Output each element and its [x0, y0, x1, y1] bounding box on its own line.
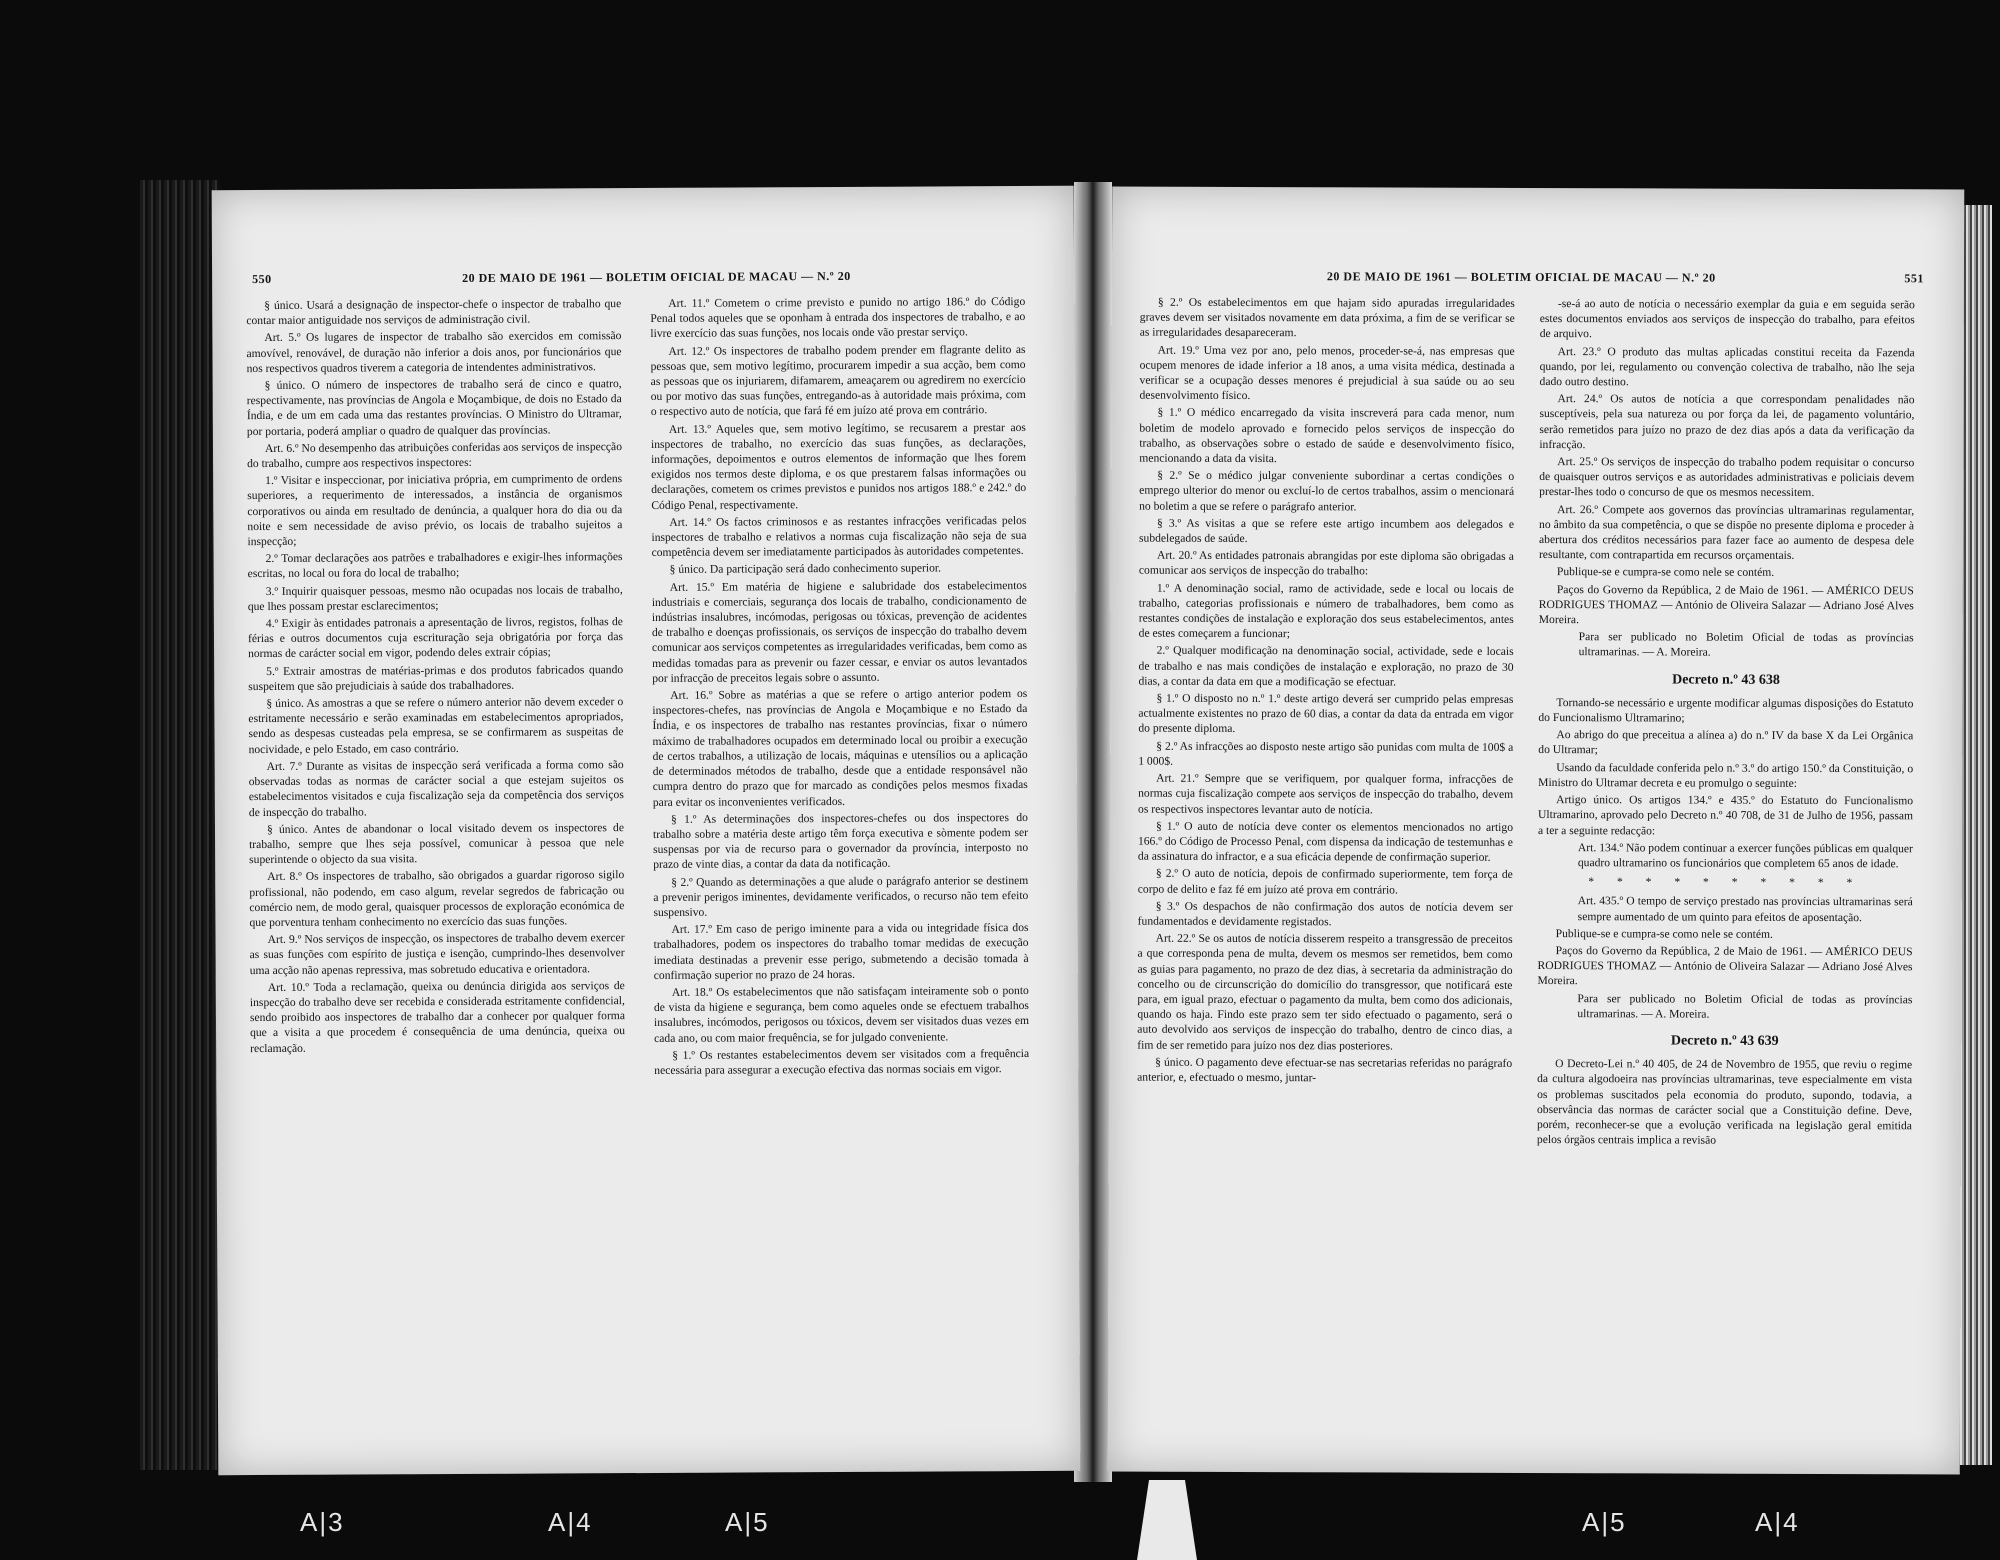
paragraph: 3.º Inquirir quaisquer pessoas, mesmo não ocupadas nos locais de trabalho, que lhes possam prestar esclarecimentos; [247, 582, 623, 613]
page-number: 550 [252, 271, 272, 287]
paragraph: 1.º Visitar e inspeccionar, por iniciativa própria, em cumprimento de ordens superiores, a requerimento de interessados, a instância de organismos corporativos ou ainda em resultado de denúncia, a qualquer hora do dia ou da noite e sem necessidade de aviso prévio, os locais de trabalho sujeitos a inspecção; [247, 472, 623, 549]
paragraph: Publique-se e cumpra-se como nele se contém. [1556, 565, 1775, 580]
paragraph: § 1.º As determinações dos inspectores-chefes ou dos inspectores do trabalho sobre a matéria deste artigo têm força executiva e sòmente podem ser suspensas por via de recurso para o governador da província, interposto no prazo de vinte dias, a contar da data da notificação. [652, 810, 1029, 872]
paragraph: Art. 21.º Sempre que se verifiquem, por qualquer forma, infracções de normas cuja fiscalização compete aos serviços de inspecção do trabalho, devem os respectivos inspectores levantar auto de notícia. [1138, 771, 1514, 816]
paragraph: § 1.º O médico encarregado da visita inscreverá para cada menor, num boletim de modelo aprovado e fornecido pelos serviços de inspecção do trabalho, as observações sobre o estado de saúde e desenvolvimento físico, mencionando a data da visita. [1139, 406, 1515, 466]
film-mark: A|3 [300, 1507, 345, 1537]
paragraph: § único. Da participação será dado conhecimento superior. [669, 561, 942, 577]
paragraph: Ao abrigo do que preceitua a alínea a) do n.º IV da base X da Lei Orgânica do Ultramar; [1538, 728, 1914, 757]
paragraph: 2.º Qualquer modificação na denominação social, actividade, sede e locais de trabalho e nas mais condições de instalação e exploração, no prazo de 30 dias, a contar da data em que a modificação se efectuar. [1138, 644, 1514, 689]
left-page-header [252, 268, 1034, 294]
paragraph: Art. 10.º Toda a reclamação, queixa ou denúncia dirigida aos serviços de inspecção do trabalho deve ser recebida e considerada estritamente confidencial, sendo proibido aos inspectores de trabalho dar a conhecer por qualquer forma que a visita a que procedem é consequência de uma denúncia, queixa ou reclamação. [249, 978, 626, 1055]
paragraph: § único. As amostras a que se refere o número anterior não devem exceder o estritamente necessário e serão examinadas em estabelecimentos apropriados, sendo as despesas custeadas pela empresa, se se confirmarem as suspeitas de nocividade, e pelo Estado, em caso contrário. [248, 695, 624, 756]
right-page [1108, 187, 1964, 1475]
paragraph: Publique-se e cumpra-se como nele se contém. [1555, 926, 1773, 941]
paragraph: § único. O pagamento deve efectuar-se nas secretarias referidas no parágrafo anterior, e, efectuado o mesmo, juntar- [1137, 1055, 1513, 1085]
paragraph: § 3.º Os despachos de não confirmação dos autos de notícia devem ser fundamentados e devidamente registados. [1137, 899, 1513, 929]
paragraph: § 1.º O disposto no n.º 1.º deste artigo deverá ser cumprido pelas empresas actualmente existentes no prazo de 60 dias, a contar da data da entrada em vigor do presente diploma. [1138, 691, 1514, 736]
paragraph: § 2.º Os estabelecimentos em que hajam sido apuradas irregularidades graves devem ser visitados novamente em data próxima, a fim de se verificar se as irregularidades desapareceram. [1139, 295, 1515, 340]
right-column-1 [1137, 295, 1515, 1088]
paragraph: Usando da faculdade conferida pelo n.º 3.º do artigo 150.º da Constituição, o Ministro do Ultramar decreta e eu promulgo o seguinte: [1538, 760, 1914, 790]
right-page-header [1152, 269, 1924, 294]
publication-note: Para ser publicado no Boletim Oficial de todas as províncias ultramarinas. — A. Moreira. [1578, 630, 1914, 660]
paragraph: § 2.º As infracções ao disposto neste artigo são punidas com multa de 100$ a 1 000$. [1138, 739, 1514, 768]
left-page [212, 186, 1081, 1475]
paragraph: Art. 12.º Os inspectores de trabalho podem prender em flagrante delito as pessoas que, sem motivo legítimo, procurarem impedir a sua acção, bem como as pessoas que os injuriarem, difamarem, ameaçarem ou agredirem no exercício ou por motivo das suas funções, entregando-as à autoridade mais próxima, com o respectivo auto de notícia, que fará fé em juízo até prova em contrário. [650, 342, 1026, 419]
book-binding [140, 180, 220, 1470]
decree-title: Decreto n.º 43 639 [1670, 1033, 1779, 1049]
paragraph: Artigo único. Os artigos 134.º e 435.º do Estatuto do Funcionalismo Ultramarino, aprovado pelo Decreto n.º 40 708, de 31 de Julho de 1956, passam a ter a seguinte redacção: [1537, 793, 1914, 837]
signature-line: Paços do Governo da República, 2 de Maio de 1961. — AMÉRICO DEUS RODRIGUES THOMAZ — António de Oliveira Salazar — Adriano José Alves Moreira. [1538, 582, 1914, 627]
paragraph: 5.º Extrair amostras de matérias-primas e dos produtos fabricados quando suspeitem que são prejudiciais à saúde dos trabalhadores. [248, 662, 624, 693]
film-mark: A|4 [1755, 1507, 1800, 1537]
paragraph: Art. 8.º Os inspectores de trabalho, são obrigados a guardar rigoroso sigilo profissional, não podendo, em caso algum, revelar segredos de fabricação ou comércio nem, de modo geral, quaisquer processos de exploração económica de que porventura tenham conhecimento no exercício das suas funções. [249, 868, 625, 929]
quoted-article: Art. 435.º O tempo de serviço prestado nas províncias ultramarinas será sempre aumentado de um quinto para efeitos de aposentação. [1577, 894, 1913, 924]
paragraph: § 2.º Se o médico julgar conveniente subordinar a certas condições o emprego ulterior do menor ou excluí-lo de certos trabalhos, assim o mencionará no boletim a que se refere o parágrafo anterior. [1139, 468, 1515, 514]
page-number: 551 [1904, 271, 1924, 286]
decree-title: Decreto n.º 43 638 [1672, 672, 1780, 688]
film-marks [0, 1497, 2000, 1557]
running-head: 20 DE MAIO DE 1961 — BOLETIM OFICIAL DE MACAU — N.º 20 [462, 268, 851, 285]
book-spine [1074, 182, 1112, 1482]
paragraph: Tornando-se necessário e urgente modificar algumas disposições do Estatuto do Funcionalismo Ultramarino; [1538, 695, 1914, 725]
right-column-2 [1537, 296, 1915, 1151]
paragraph: 4.º Exigir às entidades patronais a apresentação de livros, registos, folhas de férias e outros documentos cuja escrituração seja obrigatória por força das normas de carácter social em vigor, podendo deles extrair cópias; [247, 615, 624, 661]
paragraph: § 1.º O auto de notícia deve conter os elementos mencionados no artigo 166.º do Código de Processo Penal, com dispensa da indicação de testemunhas e da assinatura do infractor, e a sua eficácia depende de confirmação superior. [1137, 819, 1514, 864]
ellipsis-stars: * * * * * * * * * * [1588, 875, 1863, 890]
paragraph: § 2.º O auto de notícia, depois de confirmado superiormente, tem força de corpo de delito e faz fé em juízo até prova em contrário. [1137, 866, 1513, 897]
signature-line: Paços do Governo da República, 2 de Maio de 1961. — AMÉRICO DEUS RODRIGUES THOMAZ — António de Oliveira Salazar — Adriano José Alves Moreira. [1537, 943, 1913, 988]
paragraph: Art. 25.º Os serviços de inspecção do trabalho podem requisitar o concurso de quaisquer outros serviços e as autoridades administrativas e policiais devem prestar-lhes todo o concurso de que os mesmos necessitem. [1539, 455, 1915, 500]
paragraph: 1.º A denominação social, ramo de actividade, sede e local ou locais de trabalho, categorias profissionais e número de trabalhadores, bem como as restantes condições de instalação e exploração dos seus estabelecimentos, antes de estes começarem a funcionar; [1138, 581, 1514, 641]
publication-note: Para ser publicado no Boletim Oficial de todas as províncias ultramarinas. — A. Moreira. [1577, 991, 1913, 1021]
paragraph: Art. 26.º Compete aos governos das províncias ultramarinas regulamentar, no âmbito da sua competência, o que se dispõe no presente diploma e proceder à abertura dos créditos necessários para fazer face ao aumento de despesa dele resultante, com contrapartida em recursos orçamentais. [1538, 502, 1915, 563]
paragraph: Art. 19.º Uma vez por ano, pelo menos, proceder-se-á, nas empresas que ocupem menores de idade inferior a 18 anos, a uma visita médica, destinada a verificar se a ocupação desses menores é prejudicial à sua saúde ou ao seu desenvolvimento físico. [1139, 343, 1515, 403]
film-mark: A|5 [1582, 1507, 1627, 1537]
paragraph: Art. 6.º No desempenho das atribuições conferidas aos serviços de inspecção do trabalho, cumpre aos respectivos inspectores: [247, 439, 623, 471]
paragraph: § único. Antes de abandonar o local visitado devem os inspectores de trabalho, sempre que lhes seja possível, comunicar à pessoa que nele superintende o objecto da sua visita. [249, 820, 625, 867]
paragraph: Art. 11.º Cometem o crime previsto e punido no artigo 186.º do Código Penal todos aqueles que se oponham à entrada dos inspectores de trabalho, e ao livre exercício das suas funções, nos locais onde vão prestar serviço. [650, 295, 1026, 341]
paragraph: § 2.º Quando as determinações a que alude o parágrafo anterior se destinem a prevenir perigos iminentes, devidamente verificados, o recurso não tem efeito suspensivo. [653, 873, 1029, 919]
paragraph: O Decreto-Lei n.º 40 405, de 24 de Novembro de 1955, que reviu o regime da cultura algodoeira nas províncias ultramarinas, teve especialmente em vista os problemas suscitados pela economia do produto, supondo, todavia, a observância das normas de carácter social que a Constituição define. Deve, porém, reconhecer-se que a evolução verificada na legislação geral emitida pelos órgãos centrais implica a revisão [1536, 1057, 1913, 1147]
paragraph: Art. 15.º Em matéria de higiene e salubridade dos estabelecimentos industriais e comerciais, segurança dos locais de trabalho, condicionamento de indústrias insalubres, incómodas, perigosas ou tóxicas, prevenção de acidentes de trabalho e doenças profissionais, os serviços de inspecção do trabalho devem comunicar aos serviços competentes as irregularidades verificadas, bem como as medidas tomadas para as prevenir ou fazer cessar, e enviar os autos levantados por infracção de preceitos legais sobre o assunto. [651, 578, 1028, 685]
paragraph: Art. 23.º O produto das multas aplicadas constitui receita da Fazenda quando, por lei, regulamento ou convenção colectiva de trabalho, não lhe seja dado outro destino. [1539, 344, 1915, 389]
left-column-2 [650, 294, 1029, 1080]
quoted-article: Art. 134.º Não podem continuar a exercer funções públicas em qualquer quadro ultramarino os funcionários que completem 65 anos de idade. [1577, 840, 1913, 871]
paragraph: Art. 17.º Em caso de perigo iminente para a vida ou integridade física dos trabalhadores, podem os inspectores do trabalho tomar medidas de execução imediata destinadas a prevenir esse perigo, submetendo a decisão tomada à confirmação superior no prazo de 24 horas. [653, 921, 1029, 982]
running-head: 20 DE MAIO DE 1961 — BOLETIM OFICIAL DE MACAU — N.º 20 [1326, 269, 1716, 285]
film-mark: A|4 [548, 1507, 593, 1537]
paragraph: 2.º Tomar declarações aos patrões e trabalhadores e exigir-lhes informações escritas, no local ou fora do local de trabalho; [247, 550, 623, 581]
left-column-1 [246, 296, 625, 1058]
paragraph: Art. 24.º Os autos de notícia a que correspondam penalidades não susceptíveis, pela sua natureza ou por força da lei, de pagamento voluntário, serão remetidos para juízo no prazo de dez dias após a data da verificação da infracção. [1539, 392, 1915, 451]
paragraph: § único. O número de inspectores de trabalho será de cinco e quatro, respectivamente, nas províncias de Angola e Moçambique, de dois no Estado da Índia, e de um em cada uma das restantes províncias. O Ministro do Ultramar, por portaria, poderá ampliar o quadro de qualquer das províncias. [246, 377, 622, 438]
paragraph: Art. 9.º Nos serviços de inspecção, os inspectores de trabalho devem exercer as suas funções com espírito de justiça e isenção, cumprindo-lhes desenvolver uma acção não apenas repressiva, mas sobretudo educativa e orientadora. [249, 931, 625, 977]
paragraph: Art. 13.º Aqueles que, sem motivo legítimo, se recusarem a prestar aos inspectores de trabalho, no exercício das suas funções, as declarações, informações, depoimentos e outros elementos de informação que lhes forem exigidos nos termos deste diploma, e os que prestarem falsas informações ou declarações, cometem os crimes previstos e punidos nos artigos 188.º e 242.º do Código Penal, respectivamente. [650, 420, 1027, 512]
paragraph: Art. 14.º Os factos criminosos e as restantes infracções verificadas pelos inspectores de trabalho e relativos a normas cuja fiscalização não seja de sua competência devem ser imediatamente participados às autoridades competentes. [651, 513, 1027, 560]
paragraph: Art. 22.º Se os autos de notícia disserem respeito a transgressão de preceitos a que corresponda pena de multa, devem os mesmos ser remetidos, bem como as guias para pagamento, no prazo de dez dias, à secretaria da administração do concelho ou de circunscrição do domicílio do transgressor, que notificará este para, em igual prazo, efectuar o pagamento da multa, bem como dos adicionais, quando os haja. Findo este prazo sem ter sido efectuado o pagamento, será o auto devolvido aos serviços de inspecção do trabalho, dentro de cinco dias, a fim de ser remetido para juízo nos dez dias posteriores. [1137, 931, 1513, 1053]
paragraph: Art. 16.º Sobre as matérias a que se refere o artigo anterior podem os inspectores-chefes, nas províncias de Angola e Moçambique e no Estado da Índia, e os inspectores de trabalho nas restantes províncias, fixar o número máximo de trabalhadores ocupados em determinado local ou proibir a execução de certos trabalhos, a utilização de locais, máquinas e utensílios ou a aplicação de determinados métodos de trabalho, desde que a entidade responsável não cumpra dentro do prazo que for marcado as condições pelos mesmos fixadas para evitar os inconvenientes verificados. [652, 687, 1028, 809]
film-mark: A|5 [725, 1507, 770, 1537]
paragraph: -se-á ao auto de notícia o necessário exemplar da guia e em seguida serão estes documentos enviados aos serviços de inspecção do trabalho, para efeitos de arquivo. [1539, 297, 1915, 341]
paragraph: Art. 5.º Os lugares de inspector de trabalho são exercidos em comissão amovível, renovável, de duração não inferior a dois anos, por funcionários que nos respectivos quadros tiverem a categoria de intendentes administrativos. [246, 329, 622, 375]
paragraph: § 1.º Os restantes estabelecimentos devem ser visitados com a frequência necessária para assegurar a execução efectiva das normas sociais em vigor. [654, 1046, 1030, 1077]
paragraph: Art. 18.º Os estabelecimentos que não satisfaçam inteiramente sob o ponto de vista da higiene e segurança, bem como aqueles onde se efectuem trabalhos insalubres, incómodos, perigosos ou tóxicos, devem ser visitados duas vezes em cada ano, ou com maior frequência, se for julgado conveniente. [653, 983, 1030, 1045]
paragraph: § 3.º As visitas a que se refere este artigo incumbem aos delegados e subdelegados de saúde. [1138, 516, 1515, 546]
paragraph: Art. 20.º As entidades patronais abrangidas por este diploma são obrigadas a comunicar aos serviços de inspecção do trabalho: [1138, 548, 1514, 578]
paragraph: § único. Usará a designação de inspector-chefe o inspector de trabalho que contar maior antiguidade nos serviços de administração civil. [246, 297, 622, 328]
paragraph: Art. 7.º Durante as visitas de inspecção será verificada a forma como são observadas todas as normas de carácter social a que estejam sujeitos os estabelecimentos visitados e cuja fiscalização seja da competência dos serviços de inspecção do trabalho. [248, 758, 624, 819]
